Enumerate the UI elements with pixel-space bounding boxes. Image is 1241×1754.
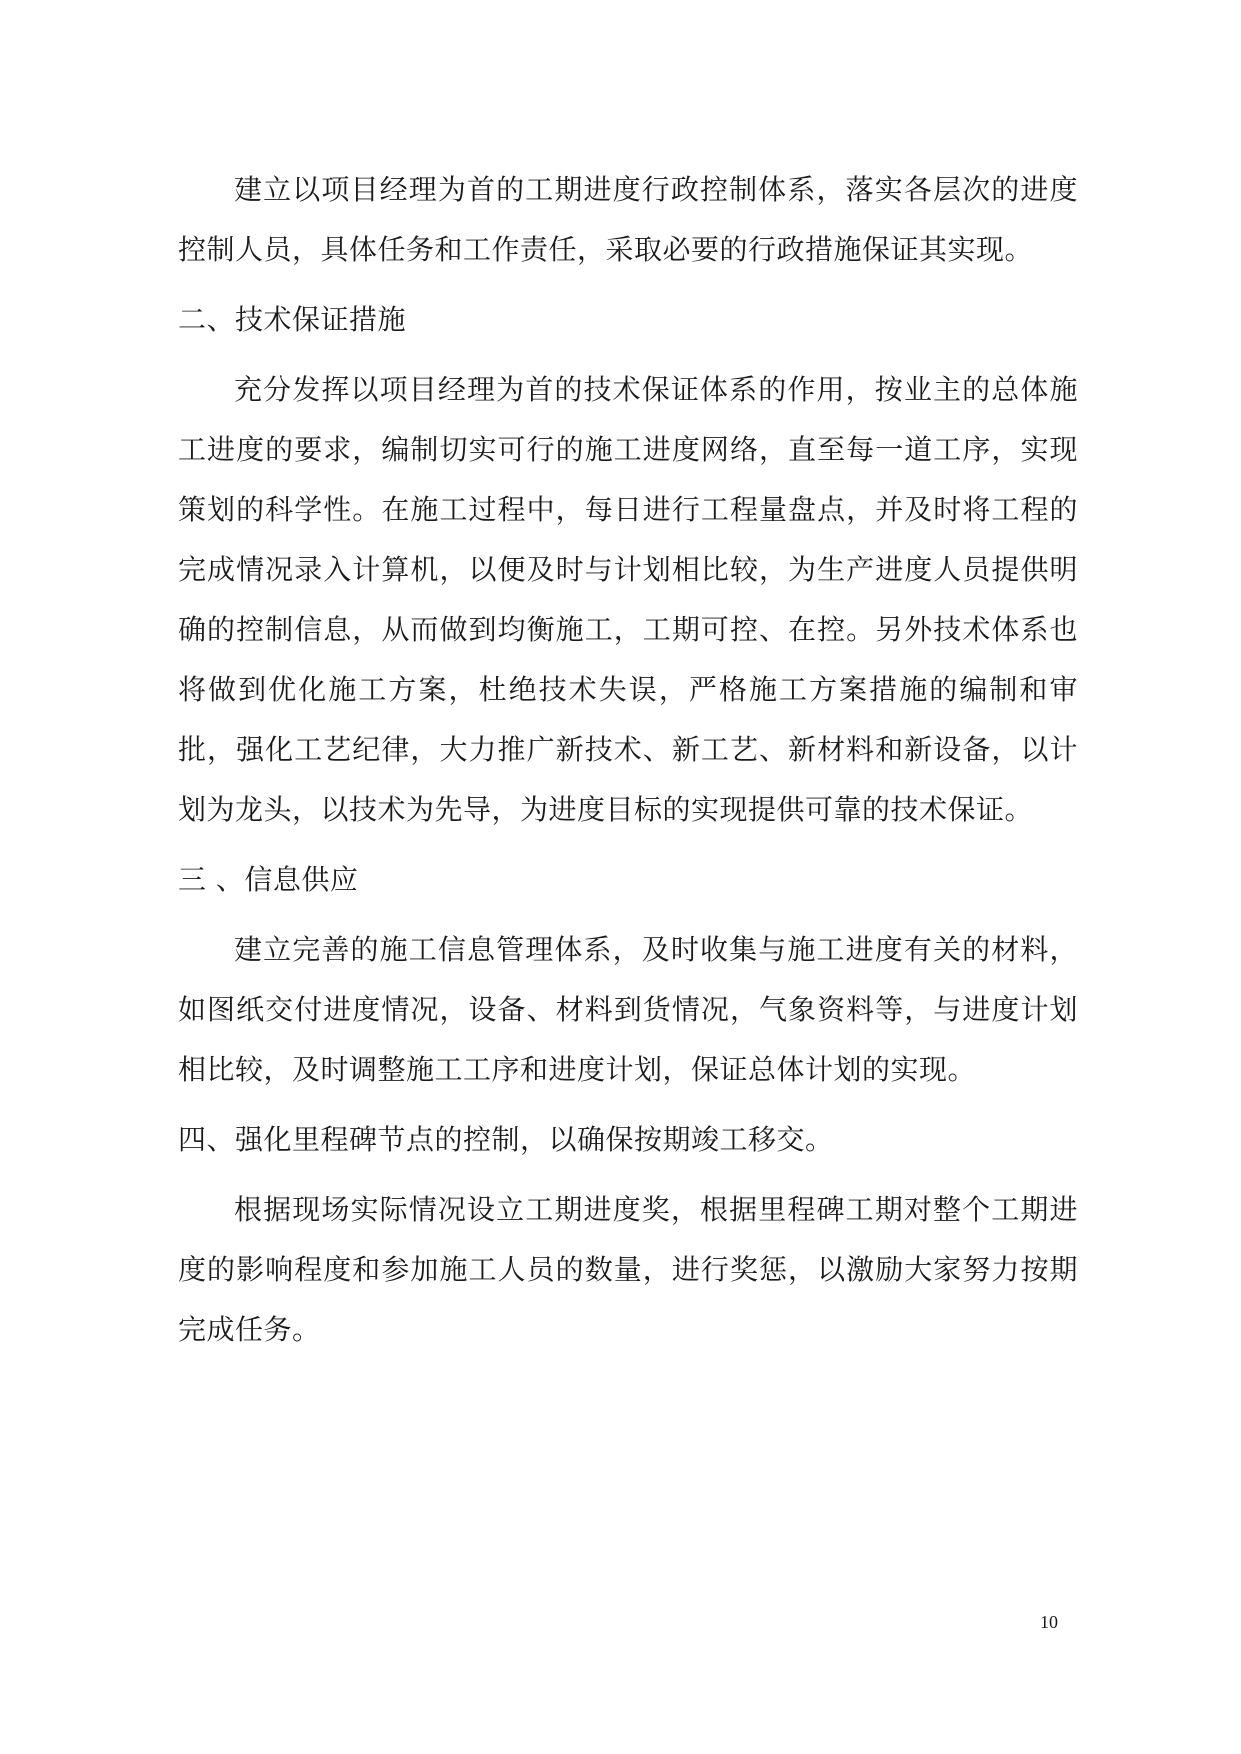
- document-body: [178, 160, 1078, 1370]
- paragraph-administrative-control: 建立以项目经理为首的工期进度行政控制体系，落实各层次的进度控制人员，具体任务和工作责任，采取必要的行政措施保证其实现。: [178, 173, 1078, 266]
- paragraph-technical-measures: 充分发挥以项目经理为首的技术保证体系的作用，按业主的总体施工进度的要求，编制切实可行的施工进度网络，直至每一道工序，实现策划的科学性。在施工过程中，每日进行工程量盘点，并及时将工程的完成情况录入计算机，以便及时与计划相比较，为生产进度人员提供明确的控制信息，从而做到均衡施工，工期可控、在控。另外技术体系也将做到优化施工方案，杜绝技术失误，严格施工方案措施的编制和审批，强化工艺纪律，大力推广新技术、新工艺、新材料和新设备，以计划为龙头，以技术为先导，为进度目标的实现提供可靠的技术保证。: [178, 373, 1078, 826]
- paragraph-milestone-control: 根据现场实际情况设立工期进度奖，根据里程碑工期对整个工期进度的影响程度和参加施工人员的数量，进行奖惩，以激励大家努力按期完成任务。: [178, 1193, 1078, 1346]
- heading-information-supply: 三 、信息供应: [178, 863, 359, 896]
- page-number: 10: [1040, 1612, 1058, 1632]
- heading-milestone-control: 四、强化里程碑节点的控制，以确保按期竣工移交。: [178, 1123, 834, 1156]
- paragraph-information-supply: 建立完善的施工信息管理体系，及时收集与施工进度有关的材料，如图纸交付进度情况，设备、材料到货情况，气象资料等，与进度计划相比较，及时调整施工工序和进度计划，保证总体计划的实现。: [178, 933, 1078, 1086]
- heading-technical-measures: 二、技术保证措施: [178, 303, 407, 336]
